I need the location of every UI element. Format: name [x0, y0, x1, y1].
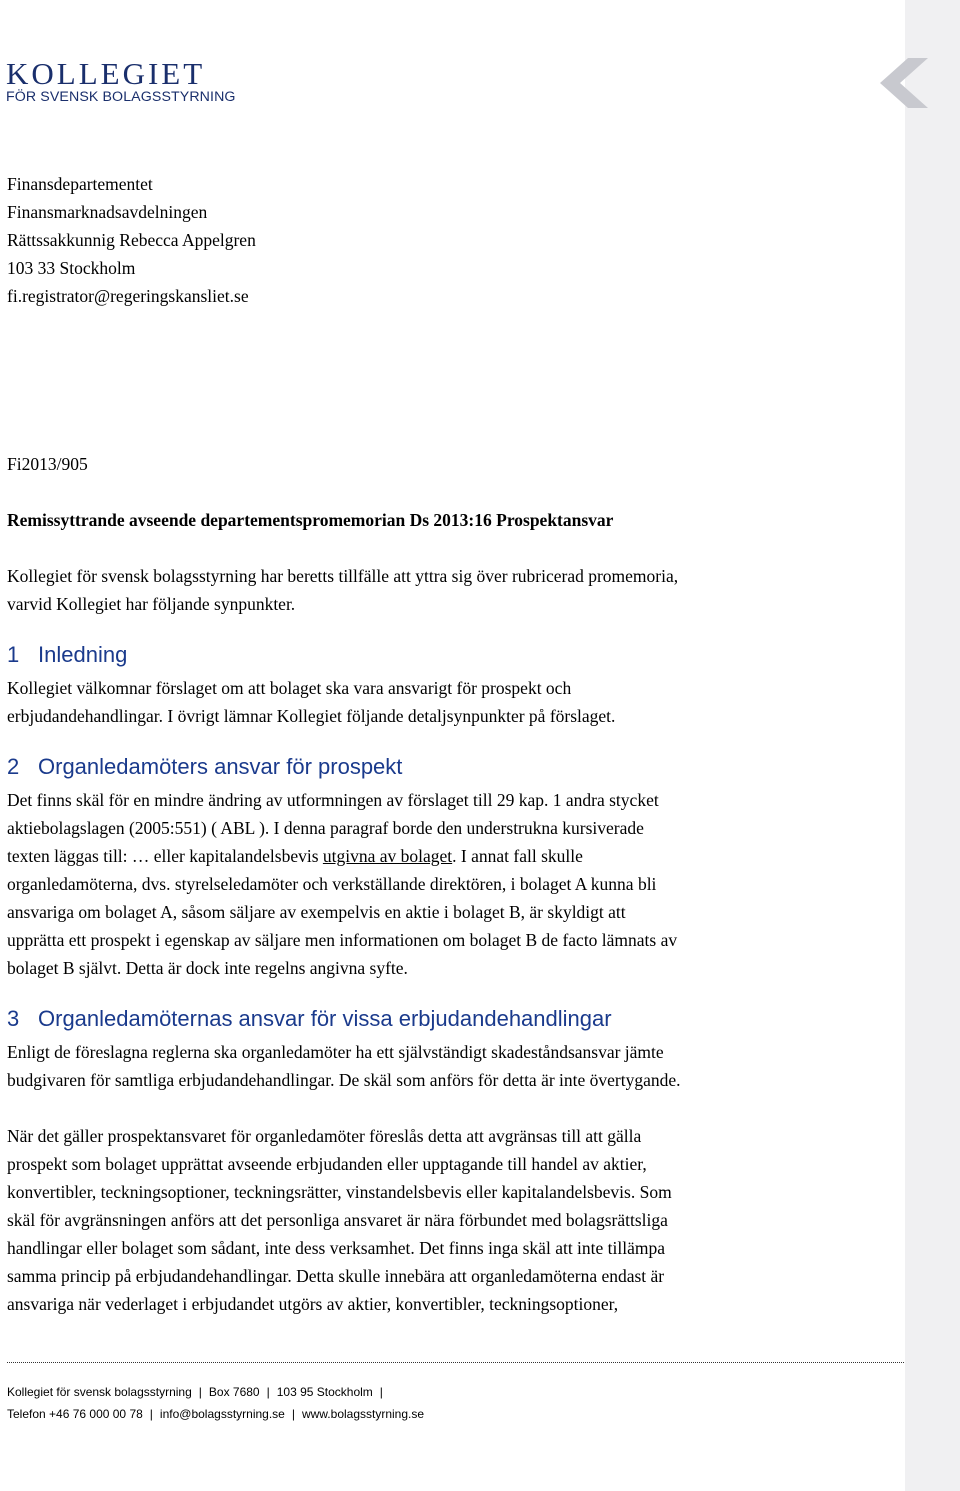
recipient-address [7, 170, 256, 310]
reference-number: Fi2013/905 [7, 454, 88, 474]
footer-separator: | [198, 1385, 202, 1399]
text-line: ansvariga när vederlaget i erbjudandet utgörs av aktier, konvertibler, teckningsoptioner, [7, 1294, 619, 1314]
chevron-left-icon [878, 56, 930, 110]
text-line: organledamöterna, dvs. styrelseledamöter och verkställande direktören, i bolaget A kunna bli [7, 874, 657, 894]
section-heading-2 [7, 753, 402, 781]
section-2-body [7, 786, 677, 982]
footer-separator: | [379, 1385, 383, 1399]
footer-city: 103 95 Stockholm [276, 1385, 373, 1399]
subject-line: Remissyttrande avseende departementspromemorian Ds 2013:16 Prospektansvar [7, 510, 614, 530]
section-title: Inledning [38, 642, 128, 667]
text-fragment: . I annat fall skulle [452, 846, 583, 866]
text-line: skäl för avgränsningen anförs att det personliga ansvaret är nära förbundet med bolagsrättsliga [7, 1210, 668, 1230]
text-line: Kollegiet välkomnar förslaget om att bolaget ska vara ansvarigt för prospekt och [7, 678, 572, 698]
footer-divider [7, 1362, 904, 1363]
text-line: erbjudandehandlingar. I övrigt lämnar Kollegiet följande detaljsynpunkter på förslaget. [7, 706, 616, 726]
section-3-paragraph-1 [7, 1038, 681, 1094]
text-line: ansvariga om bolaget A, såsom säljare av exempelvis en aktie i bolaget B, är skyldigt att [7, 902, 626, 922]
text-line: Enligt de föreslagna reglerna ska organledamöter ha ett självständigt skadeståndsansvar jämte [7, 1042, 664, 1062]
text-line: konvertibler, teckningsoptioner, teckningsrätter, vinstandelsbevis eller kapitalandelsbevis. Som [7, 1182, 672, 1202]
footer-box: Box 7680 [208, 1385, 260, 1399]
footer-separator: | [266, 1385, 270, 1399]
footer-contact [7, 1406, 424, 1422]
logo [6, 58, 236, 105]
text-line [7, 842, 677, 870]
footer-email: info@bolagsstyrning.se [159, 1407, 285, 1421]
text-line: upprätta ett prospekt i egenskap av säljare men informationen om bolaget B de facto lämnats av [7, 930, 678, 950]
section-heading-1 [7, 641, 127, 669]
section-number: 1 [7, 642, 20, 667]
section-3-paragraph-2 [7, 1122, 672, 1318]
footer-address [7, 1384, 390, 1400]
recipient-line: 103 33 Stockholm [7, 258, 136, 278]
text-line: bolaget B självt. Detta är dock inte regelns angivna syfte. [7, 958, 408, 978]
intro-paragraph [7, 562, 678, 618]
footer-web: www.bolagsstyrning.se [301, 1407, 425, 1421]
section-number: 3 [7, 1006, 20, 1031]
logo-name: KOLLEGIET [6, 56, 206, 91]
recipient-line: Finansdepartementet [7, 174, 153, 194]
footer-org: Kollegiet för svensk bolagsstyrning [7, 1385, 192, 1399]
recipient-line: Finansmarknadsavdelningen [7, 202, 208, 222]
section-heading-3 [7, 1005, 612, 1033]
text-line: varvid Kollegiet har följande synpunkter. [7, 594, 296, 614]
section-title: Organledamöters ansvar för prospekt [38, 754, 403, 779]
text-line: aktiebolagslagen (2005:551) ( ABL ). I denna paragraf borde den understrukna kursiverade [7, 818, 644, 838]
text-line: Kollegiet för svensk bolagsstyrning har beretts tillfälle att yttra sig över rubricerad promemoria, [7, 566, 679, 586]
recipient-email: fi.registrator@regeringskansliet.se [7, 286, 249, 306]
recipient-line: Rättssakkunnig Rebecca Appelgren [7, 230, 256, 250]
text-line: När det gäller prospektansvaret för organledamöter föreslås detta att avgränsas till att gälla [7, 1126, 642, 1146]
underlined-text: utgivna av bolaget [322, 846, 453, 866]
text-fragment: texten läggas till: … eller kapitalandelsbevis [7, 846, 323, 866]
text-line: prospekt som bolaget upprättat avseende erbjudanden eller upptagande till handel av aktier, [7, 1154, 647, 1174]
footer-separator: | [291, 1407, 295, 1421]
section-1-body [7, 674, 615, 730]
text-line: handlingar eller bolaget som sådant, inte dess verksamhet. Det finns inga skäl att inte tillämpa [7, 1238, 666, 1258]
logo-tagline: FÖR SVENSK BOLAGSSTYRNING [6, 89, 236, 105]
footer-separator: | [149, 1407, 153, 1421]
text-line: samma princip på erbjudandehandlingar. Detta skulle innebära att organledamöterna endast är [7, 1266, 665, 1286]
text-line: Det finns skäl för en mindre ändring av utformningen av förslaget till 29 kap. 1 andra stycket [7, 790, 659, 810]
text-line: budgivaren för samtliga erbjudandehandlingar. De skäl som anförs för detta är inte övertygande. [7, 1070, 681, 1090]
section-title: Organledamöternas ansvar för vissa erbjudandehandlingar [38, 1006, 612, 1031]
side-band [905, 0, 960, 1491]
section-number: 2 [7, 754, 20, 779]
footer-phone: Telefon +46 76 000 00 78 [7, 1407, 143, 1421]
